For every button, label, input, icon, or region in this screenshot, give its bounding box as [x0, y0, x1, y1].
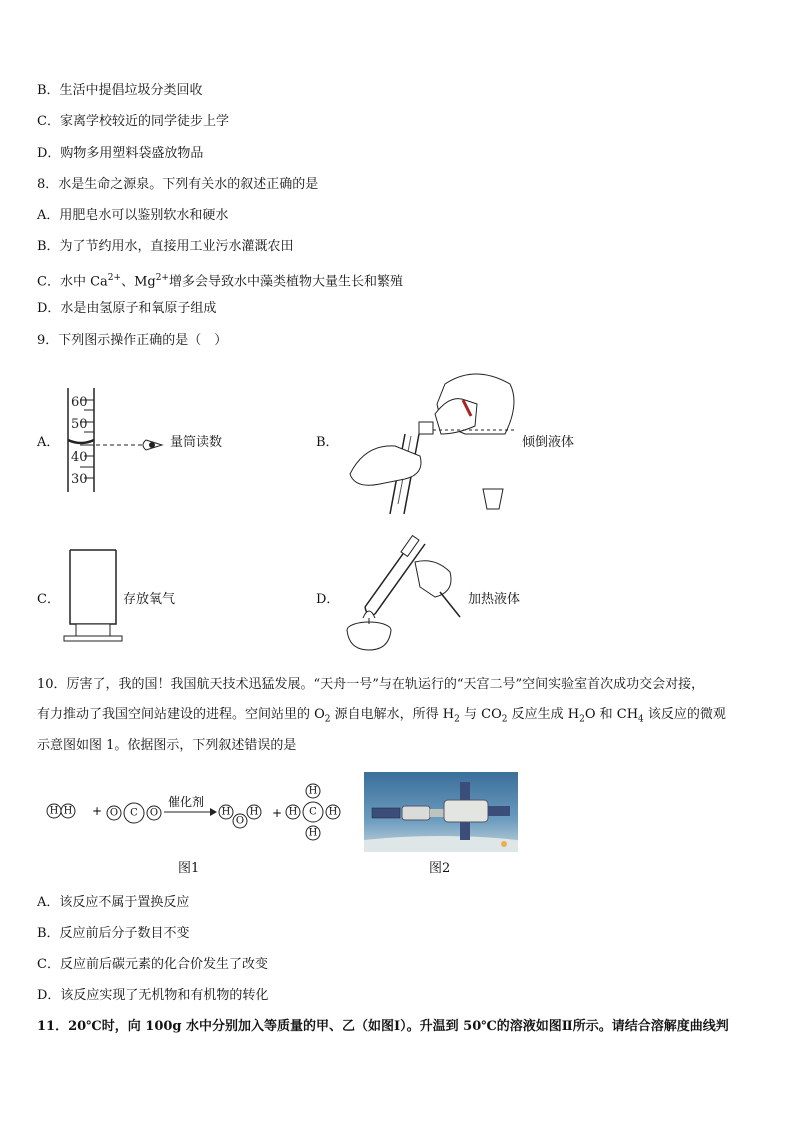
space-station-photo: [364, 772, 518, 852]
q9-c-letter: C．: [37, 592, 60, 607]
q8-option-c-text: 、Mg: [121, 274, 156, 290]
atom-h: H: [288, 806, 298, 818]
q8-stem: 8．水是生命之源泉。下列有关水的叙述正确的是: [37, 177, 319, 192]
atom-h: H: [63, 805, 73, 817]
gas-jar-figure: [62, 548, 124, 644]
cylinder-tick-30: 30: [71, 472, 88, 487]
q10-option-c: C．反应前后碳元素的化合价发生了改变: [37, 957, 268, 972]
cylinder-tick-50: 50: [71, 417, 88, 432]
q8-option-b: B．为了节约用水，直接用工业污水灌溉农田: [37, 239, 294, 254]
q8-option-c: [37, 269, 403, 291]
pouring-liquid-figure: [345, 364, 525, 519]
q10-option-a: A．该反应不属于置换反应: [37, 895, 190, 910]
q9-b-letter: B．: [316, 435, 339, 450]
atom-o: O: [109, 807, 119, 819]
q10-text: 反应生成 H: [507, 707, 580, 722]
atom-o: O: [235, 815, 245, 827]
q8-charge: 2+: [107, 273, 122, 283]
q9-d-letter: D．: [316, 592, 340, 607]
plus-sign: +: [272, 806, 283, 820]
heating-liquid-figure: [335, 532, 470, 657]
q9-d-caption: 加热液体: [468, 592, 521, 607]
q10-subscript: 4: [638, 714, 644, 725]
plus-sign: +: [92, 804, 103, 818]
q10-text: O 和 CH: [584, 707, 639, 722]
q10-subscript: 2: [324, 714, 331, 725]
q10-option-d: D．该反应实现了无机物和有机物的转化: [37, 988, 269, 1003]
q10-text: 该反应的微观: [643, 707, 726, 722]
q10-subscript: 2: [454, 714, 460, 725]
q10-option-b: B．反应前后分子数目不变: [37, 926, 190, 941]
q10-line-1: 10．厉害了，我的国！我国航天技术迅猛发展。“天舟一号”与在轨运行的“天宫二号”空间实验室首次成功交会对接，: [37, 677, 705, 692]
q9-stem: 9．下列图示操作正确的是（ ）: [37, 333, 228, 348]
atom-c: C: [130, 807, 138, 819]
reaction-diagram: [40, 778, 350, 843]
cylinder-tick-40: 40: [71, 450, 88, 465]
catalyst-label: 催化剂: [168, 795, 205, 809]
graduated-cylinder-figure: [60, 384, 170, 496]
co2-molecule: [107, 803, 161, 823]
q7-option-b: B．生活中提倡垃圾分类回收: [37, 83, 203, 98]
q10-text: 源自电解水，所得 H: [330, 707, 455, 722]
q9-a-letter: A．: [37, 435, 60, 450]
q10-text: 与 CO: [459, 707, 502, 722]
h2o-molecule: [219, 805, 261, 828]
atom-h: H: [49, 805, 59, 817]
q10-subscript: 2: [579, 714, 585, 725]
q10-line-2: [37, 706, 726, 729]
q8-option-a: A．用肥皂水可以鉴别软水和硬水: [37, 208, 229, 223]
q10-line-3: 示意图如图 1。依据图示，下列叙述错误的是: [37, 738, 297, 753]
fig1-caption: 图1: [178, 861, 200, 876]
ch4-molecule: [286, 784, 340, 840]
q10-text: 有力推动了我国空间站建设的进程。空间站里的 O: [37, 707, 325, 722]
atom-h: H: [308, 827, 318, 839]
q7-option-c: C．家离学校较近的同学徒步上学: [37, 114, 229, 129]
q11-line-1: 11．20℃时，向 100g 水中分别加入等质量的甲、乙（如图Ⅰ）。升温到 50℃的溶液如图Ⅱ所示。请结合溶解度曲线判: [37, 1019, 729, 1034]
atom-h: H: [249, 806, 259, 818]
atom-h: H: [328, 806, 338, 818]
atom-o: O: [149, 807, 159, 819]
fig2-caption: 图2: [429, 861, 451, 876]
atom-c: C: [309, 806, 317, 818]
q10-subscript: 2: [501, 714, 508, 725]
q8-option-c-text: 增多会导致水中藻类植物大量生长和繁殖: [168, 274, 403, 290]
q8-charge: 2+: [155, 273, 169, 283]
h2-molecule: [47, 804, 75, 818]
q7-option-d: D．购物多用塑料袋盛放物品: [37, 146, 204, 161]
atom-h: H: [308, 785, 318, 797]
q9-c-caption: 存放氧气: [123, 592, 176, 607]
q8-option-d: D．水是由氢原子和氧原子组成: [37, 301, 217, 316]
cylinder-tick-60: 60: [71, 395, 88, 410]
atom-h: H: [221, 806, 231, 818]
q9-b-caption: 倾倒液体: [522, 435, 575, 450]
q9-a-caption: 量筒读数: [170, 435, 223, 450]
q8-option-c-text: C．水中 Ca: [37, 274, 108, 290]
